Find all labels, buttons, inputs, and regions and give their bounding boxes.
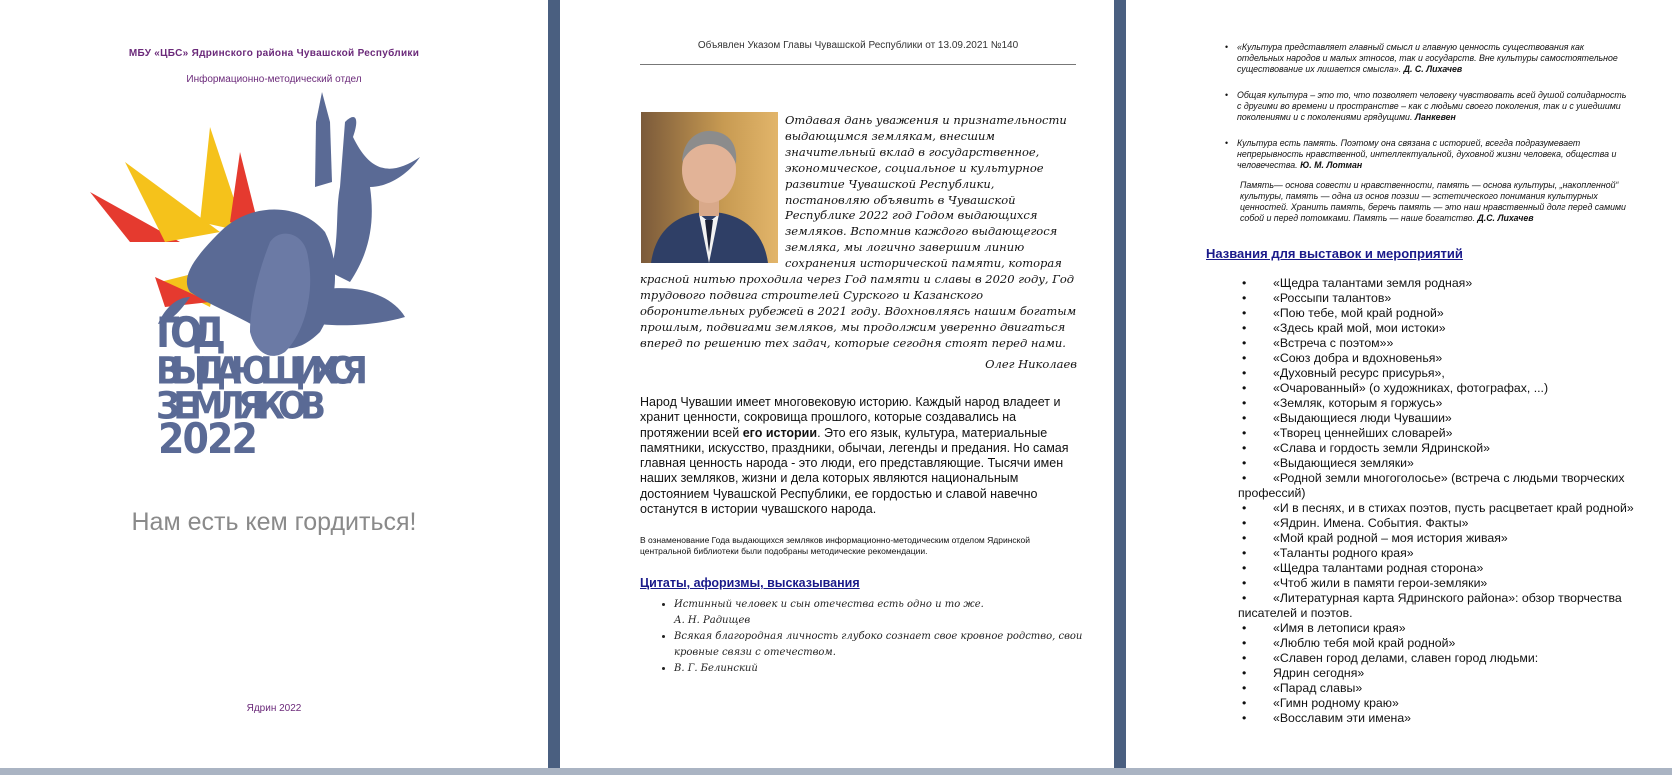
bullet-icon: • [1242,546,1247,560]
bullet-icon: • [1242,381,1247,395]
history-text-1: Народ Чувашии имеет многовековую историю. Каждый народ владеет и хранит ценности, сокровища прошлого, которые создавались на протяжении всей [640,395,1061,440]
governor-quote [640,113,1077,352]
event-title-text: «Имя в летописи края» [1273,621,1406,635]
event-title-item [1238,351,1638,366]
event-title-item [1238,471,1638,501]
event-title-item [1238,561,1638,576]
quote-item [674,629,1089,661]
event-title-item [1238,276,1638,291]
bullet-icon: • [1242,426,1247,440]
citation-item [1225,90,1632,123]
bullet-icon: • [1242,576,1247,590]
culture-citations [1225,42,1632,186]
event-title-item [1238,711,1638,726]
event-title-text: «Родной земли многоголосье» (встреча с людьми творческих профессий) [1238,471,1625,500]
year-of-outstanding-countrymen-logo [70,92,510,464]
event-title-item [1238,591,1638,621]
header-rule [640,64,1076,65]
event-title-text: «Союз добра и вдохновенья» [1273,351,1443,365]
logo-year: 2022 [158,415,258,464]
memory-citation [1240,180,1632,224]
event-title-item [1238,396,1638,411]
bullet-icon: • [1225,138,1229,148]
event-title-item [1238,666,1638,681]
bullet-icon: • [1242,681,1247,695]
event-title-text: «Выдающиеся люди Чувашии» [1273,411,1452,425]
event-title-text: «Земляк, которым я горжусь» [1273,396,1443,410]
citation-author: Ланкевен [1414,112,1456,122]
history-text-bold: его истории [742,425,818,440]
event-title-item [1238,456,1638,471]
bullet-icon: • [1242,696,1247,710]
event-title-text: «Мой край родной – моя история живая» [1273,531,1508,545]
event-title-text: «И в песнях, и в стихах поэтов, пусть расцветает край родной» [1273,501,1634,515]
event-title-text: «Литературная карта Ядринского района»: обзор творчества писателей и поэтов. [1238,591,1622,620]
quote-item-text: В. Г. Белинский [674,663,758,674]
event-titles-list [1238,276,1638,726]
quotes-list [660,597,1089,677]
event-title-text: «Таланты родного края» [1273,546,1414,560]
logo-ballerina-skirt [305,288,405,325]
event-title-text: «Здесь край мой, мои истоки» [1273,321,1446,335]
bullet-icon: • [1242,621,1247,635]
bullet-icon: • [1242,321,1247,335]
event-title-item [1238,381,1638,396]
event-title-text: «Щедра талантами родная сторона» [1273,561,1484,575]
event-title-item [1238,306,1638,321]
citation-item [1225,42,1632,75]
quote-item-author: А. Н. Радищев [674,615,751,626]
bullet-icon: • [1242,591,1247,605]
logo-line-1: ГОД [156,309,226,358]
event-title-text: «Слава и гордость земли Ядринской» [1273,441,1490,455]
event-title-item [1238,501,1638,516]
photo-spacer [640,113,785,267]
event-title-text: «Парад славы» [1273,681,1363,695]
event-title-text: «Творец ценнейших словарей» [1273,426,1453,440]
bullet-icon: • [1242,561,1247,575]
logo-tower [315,92,332,187]
event-title-item [1238,516,1638,531]
bullet-icon: • [1242,291,1247,305]
event-title-item [1238,336,1638,351]
quote-item-text: Всякая благородная личность глубоко сознает свое кровное родство, свои кровные связи с отечеством. [674,631,1083,658]
event-title-item [1238,681,1638,696]
bullet-icon: • [1242,366,1247,380]
logo-line-2: ВЫДАЮЩИХСЯ [156,350,368,393]
bullet-icon: • [1242,336,1247,350]
bullet-icon: • [1242,351,1247,365]
memory-text: Память— основа совести и нравственности, память — основа культуры, „накопленной“ культуры, память — одна из основ поэзии — эстетического понимания культурных ценностей. Хранить память, беречь память — это наш нравственный долг перед самими собой и перед потомками. Память — наше богатство. [1240,180,1626,223]
citation-text: Культура есть память. Поэтому она связана с историей, всегда подразумевает непрерывность нравственной, интеллектуальной, духовной жизни человека, общества и человечества. [1237,138,1617,170]
citation-text: Общая культура – это то, что позволяет человеку чувствовать всей душой солидарность с другими во времени и пространстве – как с людьми своего поколения, так и с ушедшими поколениями и с поколениями грядущими. [1237,90,1627,122]
event-title-text: «Духовный ресурс присурья», [1273,366,1445,380]
memory-author: Д.С. Лихачев [1477,213,1534,223]
event-title-item [1238,411,1638,426]
decree-header: Объявлен Указом Главы Чувашской Республики от 13.09.2021 №140 [697,40,1019,51]
bullet-icon: • [1242,516,1247,530]
bullet-icon: • [1225,42,1229,52]
citation-text: «Культура представляет главный смысл и главную ценность существования как отдельных народов и малых этносов, так и государств. Вне культуры самостоятельное существование их лишается смысла». [1237,42,1618,74]
bullet-icon: • [1242,636,1247,650]
organization-name: МБУ «ЦБС» Ядринского района Чувашской Республики [128,48,420,59]
document-page-1 [0,0,548,775]
slogan: Нам есть кем гордиться! [131,508,417,536]
history-paragraph [640,395,1077,517]
event-title-text: «Гимн родному краю» [1273,696,1399,710]
quote-author: Олег Николаев [985,357,1077,371]
event-title-item [1238,651,1638,666]
event-title-item [1238,546,1638,561]
history-text-2: . Это его язык, культура, материальные памятники, искусство, праздники, обычаи, легенды и предания. Но самая главная ценность народа - это люди, его представляющие. Тысячи имен наших земляков, жизни и дела которых являются национальным достоянием Чувашской Республики, ее гордостью и славой навечно останутся в истории чувашского народа. [640,425,1069,517]
logo-line-3: ЗЕМЛЯКОВ [156,385,326,429]
event-title-item [1238,531,1638,546]
bullet-icon: • [1225,90,1229,100]
place-and-year: Ядрин 2022 [246,703,302,714]
event-title-item [1238,636,1638,651]
viewer-bottom-bar [0,768,1672,775]
bullet-icon: • [1242,456,1247,470]
bullet-icon: • [1242,411,1247,425]
event-title-item [1238,621,1638,636]
event-title-item [1238,696,1638,711]
event-title-item [1238,576,1638,591]
bullet-icon: • [1242,306,1247,320]
event-title-item [1238,366,1638,381]
event-title-text: «Встреча с поэтом»» [1273,336,1394,350]
citation-author: Д. С. Лихачев [1403,64,1463,74]
bullet-icon: • [1242,396,1247,410]
quote-item-text: Истинный человек и сын отечества есть одно и то же. [674,599,984,610]
bullet-icon: • [1242,276,1247,290]
event-title-text: «Ядрин. Имена. События. Факты» [1273,516,1469,530]
bullet-icon: • [1242,651,1247,665]
department-name: Информационно-методический отдел [186,74,362,85]
event-title-item [1238,321,1638,336]
event-title-text: «Щедра талантами земля родная» [1273,276,1473,290]
event-title-item [1238,441,1638,456]
quote-item [674,597,1089,629]
bullet-icon: • [1242,711,1247,725]
event-title-text: «Пою тебе, мой край родной» [1273,306,1444,320]
quote-item [674,661,1089,677]
bullet-icon: • [1242,531,1247,545]
citation-item [1225,138,1632,171]
citation-author: Ю. М. Лотман [1300,160,1363,170]
event-title-text: «Очарованный» (о художниках, фотографах, ...) [1273,381,1549,395]
bullet-icon: • [1242,666,1247,680]
quotes-heading: Цитаты, афоризмы, высказывания [640,576,860,590]
event-title-text: «Выдающиеся земляки» [1273,456,1414,470]
event-title-text: Ядрин сегодня» [1273,666,1365,680]
bullet-icon: • [1242,471,1247,485]
event-title-item [1238,426,1638,441]
quote-text: Отдавая дань уважения и признательности выдающимся землякам, внесшим значительный вклад в государственное, экономическое, социальное и культурное развитие Чувашской Республики, постановляю объявить в Чувашской Республике 2022 год Годом выдающихся земляков. Вспомнив каждого выдающегося земляка, мы логично завершим линию сохранения исторической памяти, которая красной нитью проходила через Год памяти и славы в 2020 году, Год трудового подвига строителей Сурского и Казанского оборонительных рубежей в 2021 году. Вдохновляясь нашим богатым прошлым, подвигами земляков, мы продолжим уверенно двигаться вперед по решению тех задач, которые сегодня стоят перед нами. [640,113,1077,350]
event-title-text: «Восславим эти имена» [1273,711,1412,725]
event-title-text: «Славен город делами, славен город людьми: [1273,651,1539,665]
bullet-icon: • [1242,501,1247,515]
event-title-text: «Чтоб жили в памяти герои-земляки» [1273,576,1488,590]
event-title-item [1238,291,1638,306]
events-heading: Названия для выставок и мероприятий [1206,246,1463,261]
logo-dancer [330,117,420,282]
event-title-text: «Люблю тебя мой край родной» [1273,636,1456,650]
bullet-icon: • [1242,441,1247,455]
event-title-text: «Россыпи талантов» [1273,291,1392,305]
methodical-note: В ознаменование Года выдающихся земляков информационно-методическим отделом Ядринской центральной библиотеки были подобраны методические рекомендации. [640,535,1030,556]
